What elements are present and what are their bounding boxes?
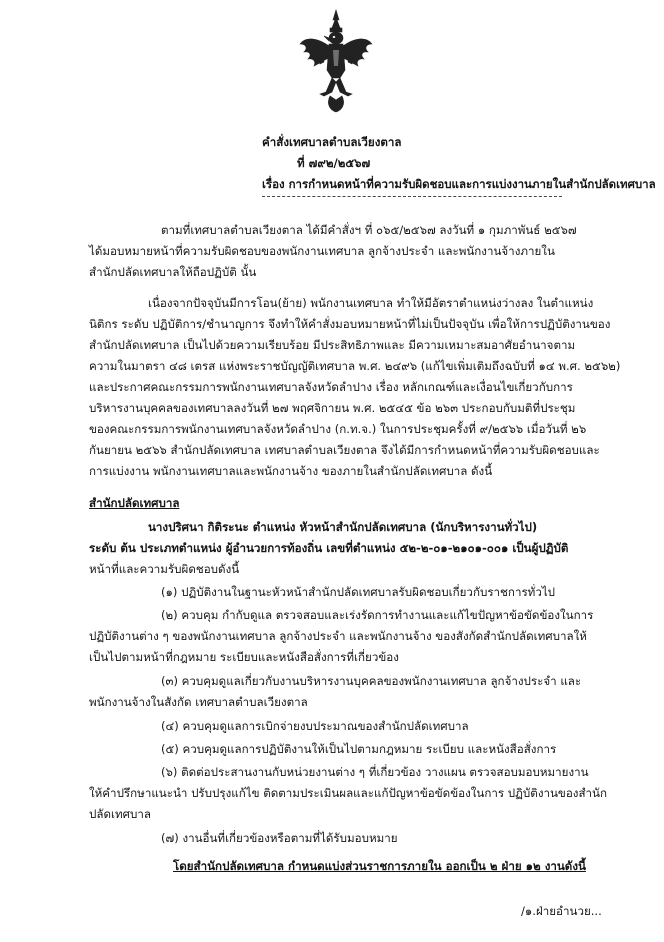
person-line: หน้าที่และความรับผิดชอบดังนี้ xyxy=(89,562,240,576)
paragraph2-line: นิติกร ระดับ ปฏิบัติการ/ชำนาญการ จึงทำให้คำสั่งมอบหมายหน้าที่ไม่เป็นปัจจุบัน เพื่อให้การปฏิบัติงานของ xyxy=(89,317,611,331)
garuda-emblem-icon xyxy=(296,8,376,114)
paragraph2-line: และประกาศคณะกรรมการพนักงานเทศบาลจังหวัดลำปาง เรื่อง หลักเกณฑ์และเงื่อนไขเกี่ยวกับการ xyxy=(89,380,573,394)
paragraph1-line: สำนักปลัดเทศบาลให้ถือปฏิบัติ นั้น xyxy=(89,265,257,279)
person-line: ระดับ ต้น ประเภทตำแหน่ง ผู้อำนวยการท้องถิ่น เลขที่ตำแหน่ง ๕๒-๒-๐๑-๒๑๐๑-๐๐๑ เป็นผู้ปฏิบัติ xyxy=(89,541,569,555)
duty-item-cont: เป็นไปตามหน้าที่กฎหมาย ระเบียบและหนังสือสั่งการที่เกี่ยวข้อง xyxy=(89,650,399,664)
paragraph1-line: ตามที่เทศบาลตำบลเวียงตาล ได้มีคำสั่งฯ ที่ ๐๖๕/๒๕๖๗ ลงวันที่ ๑ กุมภาพันธ์ ๒๕๖๗ xyxy=(161,223,577,237)
duty-item: (๖) ติดต่อประสานงานกับหน่วยงานต่าง ๆ ที่เกี่ยวข้อง วางแผน ตรวจสอบมอบหมายงาน xyxy=(161,765,589,779)
header-divider xyxy=(262,196,562,197)
duty-item: (๔) ควบคุมดูแลการเบิกจ่ายงบประมาณของสำนักปลัดเทศบาล xyxy=(161,719,469,733)
duty-item: (๓) ควบคุมดูแลเกี่ยวกับงานบริหารงานบุคคลของพนักงานเทศบาล ลูกจ้างประจำ และ xyxy=(161,674,582,688)
duty-item-cont: พนักงานจ้างในสังกัด เทศบาลตำบลเวียงตาล xyxy=(89,695,308,709)
continuation-marker: /๑.ฝ่ายอำนวย... xyxy=(521,904,602,918)
paragraph1-line: ได้มอบหมายหน้าที่ความรับผิดชอบของพนักงานเทศบาล ลูกจ้างประจำ และพนักงานจ้างภายใน xyxy=(89,244,555,258)
section-heading: สำนักปลัดเทศบาล xyxy=(89,496,180,510)
duty-item: (๑) ปฏิบัติงานในฐานะหัวหน้าสำนักปลัดเทศบาลรับผิดชอบเกี่ยวกับราชการทั่วไป xyxy=(161,585,556,599)
order-number: ที่ ๗๙๒/๒๕๖๗ xyxy=(297,156,371,170)
order-title: คำสั่งเทศบาลตำบลเวียงตาล xyxy=(262,135,402,149)
paragraph2-line: การแบ่งงาน พนักงานเทศบาลและพนักงานจ้าง ของภายในสำนักปลัดเทศบาล ดังนี้ xyxy=(89,464,493,478)
paragraph2-line: กันยายน ๒๕๖๖ สำนักปลัดเทศบาล เทศบาลตำบลเวียงตาล จึงได้มีการกำหนดหน้าที่ความรับผิดชอบและ xyxy=(89,443,600,457)
paragraph2-line: สำนักปลัดเทศบาล เป็นไปด้วยความเรียบร้อย มีประสิทธิภาพและ มีความเหมาะสมอาศัยอำนาจตาม xyxy=(89,338,576,352)
person-line: นางปริศนา กิติระนะ ตำแหน่ง หัวหน้าสำนักปลัดเทศบาล (นักบริหารงานทั่วไป) xyxy=(148,520,538,534)
duty-item: (๗) งานอื่นที่เกี่ยวข้องหรือตามที่ได้รับมอบหมาย xyxy=(161,831,398,845)
duty-item: (๒) ควบคุม กำกับดูแล ตรวจสอบและเร่งรัดการทำงานและแก้ไขปัญหาข้อขัดข้องในการ xyxy=(161,608,594,622)
duty-item-cont: ปลัดเทศบาล xyxy=(89,807,151,821)
duty-item-cont: ปฏิบัติงานต่าง ๆ ของพนักงานเทศบาล ลูกจ้างประจำ และพนักงานจ้าง ของสังกัดสำนักปลัดเทศบาลให้ xyxy=(89,629,587,643)
paragraph2-line: ความในมาตรา ๔๘ เตรส แห่งพระราชบัญญัติเทศบาล พ.ศ. ๒๔๙๖ (แก้ไขเพิ่มเติมถึงฉบับที่ ๑๔ พ.ศ. ๒๕๖๒) xyxy=(89,359,621,373)
order-subject: เรื่อง การกำหนดหน้าที่ความรับผิดชอบและการแบ่งงานภายในสำนักปลัดเทศบาล xyxy=(262,177,656,191)
paragraph2-line: บริหารงานบุคคลของเทศบาลลงวันที่ ๒๗ พฤศจิกายน พ.ศ. ๒๕๔๕ ข้อ ๒๖๓ ประกอบกับมติที่ประชุม xyxy=(89,401,576,415)
paragraph2-line: เนื่องจากปัจจุบันมีการโอน(ย้าย) พนักงานเทศบาล ทำให้มีอัตราตำแหน่งว่างลง ในตำแหน่ง xyxy=(148,296,594,310)
duty-item-cont: ให้คำปรึกษาแนะนำ ปรับปรุงแก้ไข ติดตามประเมินผลและแก้ปัญหาข้อขัดข้องในการ ปฏิบัติงานของสำนัก xyxy=(89,786,607,800)
duty-item: (๕) ควบคุมดูแลการปฏิบัติงานให้เป็นไปตามกฎหมาย ระเบียบ และหนังสือสั่งการ xyxy=(161,742,557,756)
paragraph2-line: ของคณะกรรมการพนักงานเทศบาลจังหวัดลำปาง (ก.ท.จ.) ในการประชุมครั้งที่ ๙/๒๕๖๖ เมื่อวันที่ ๒๖ xyxy=(89,422,587,436)
closing-line: โดยสำนักปลัดเทศบาล กำหนดแบ่งส่วนราชการภายใน ออกเป็น ๒ ฝ่าย ๑๒ งานดังนี้ xyxy=(173,859,586,873)
